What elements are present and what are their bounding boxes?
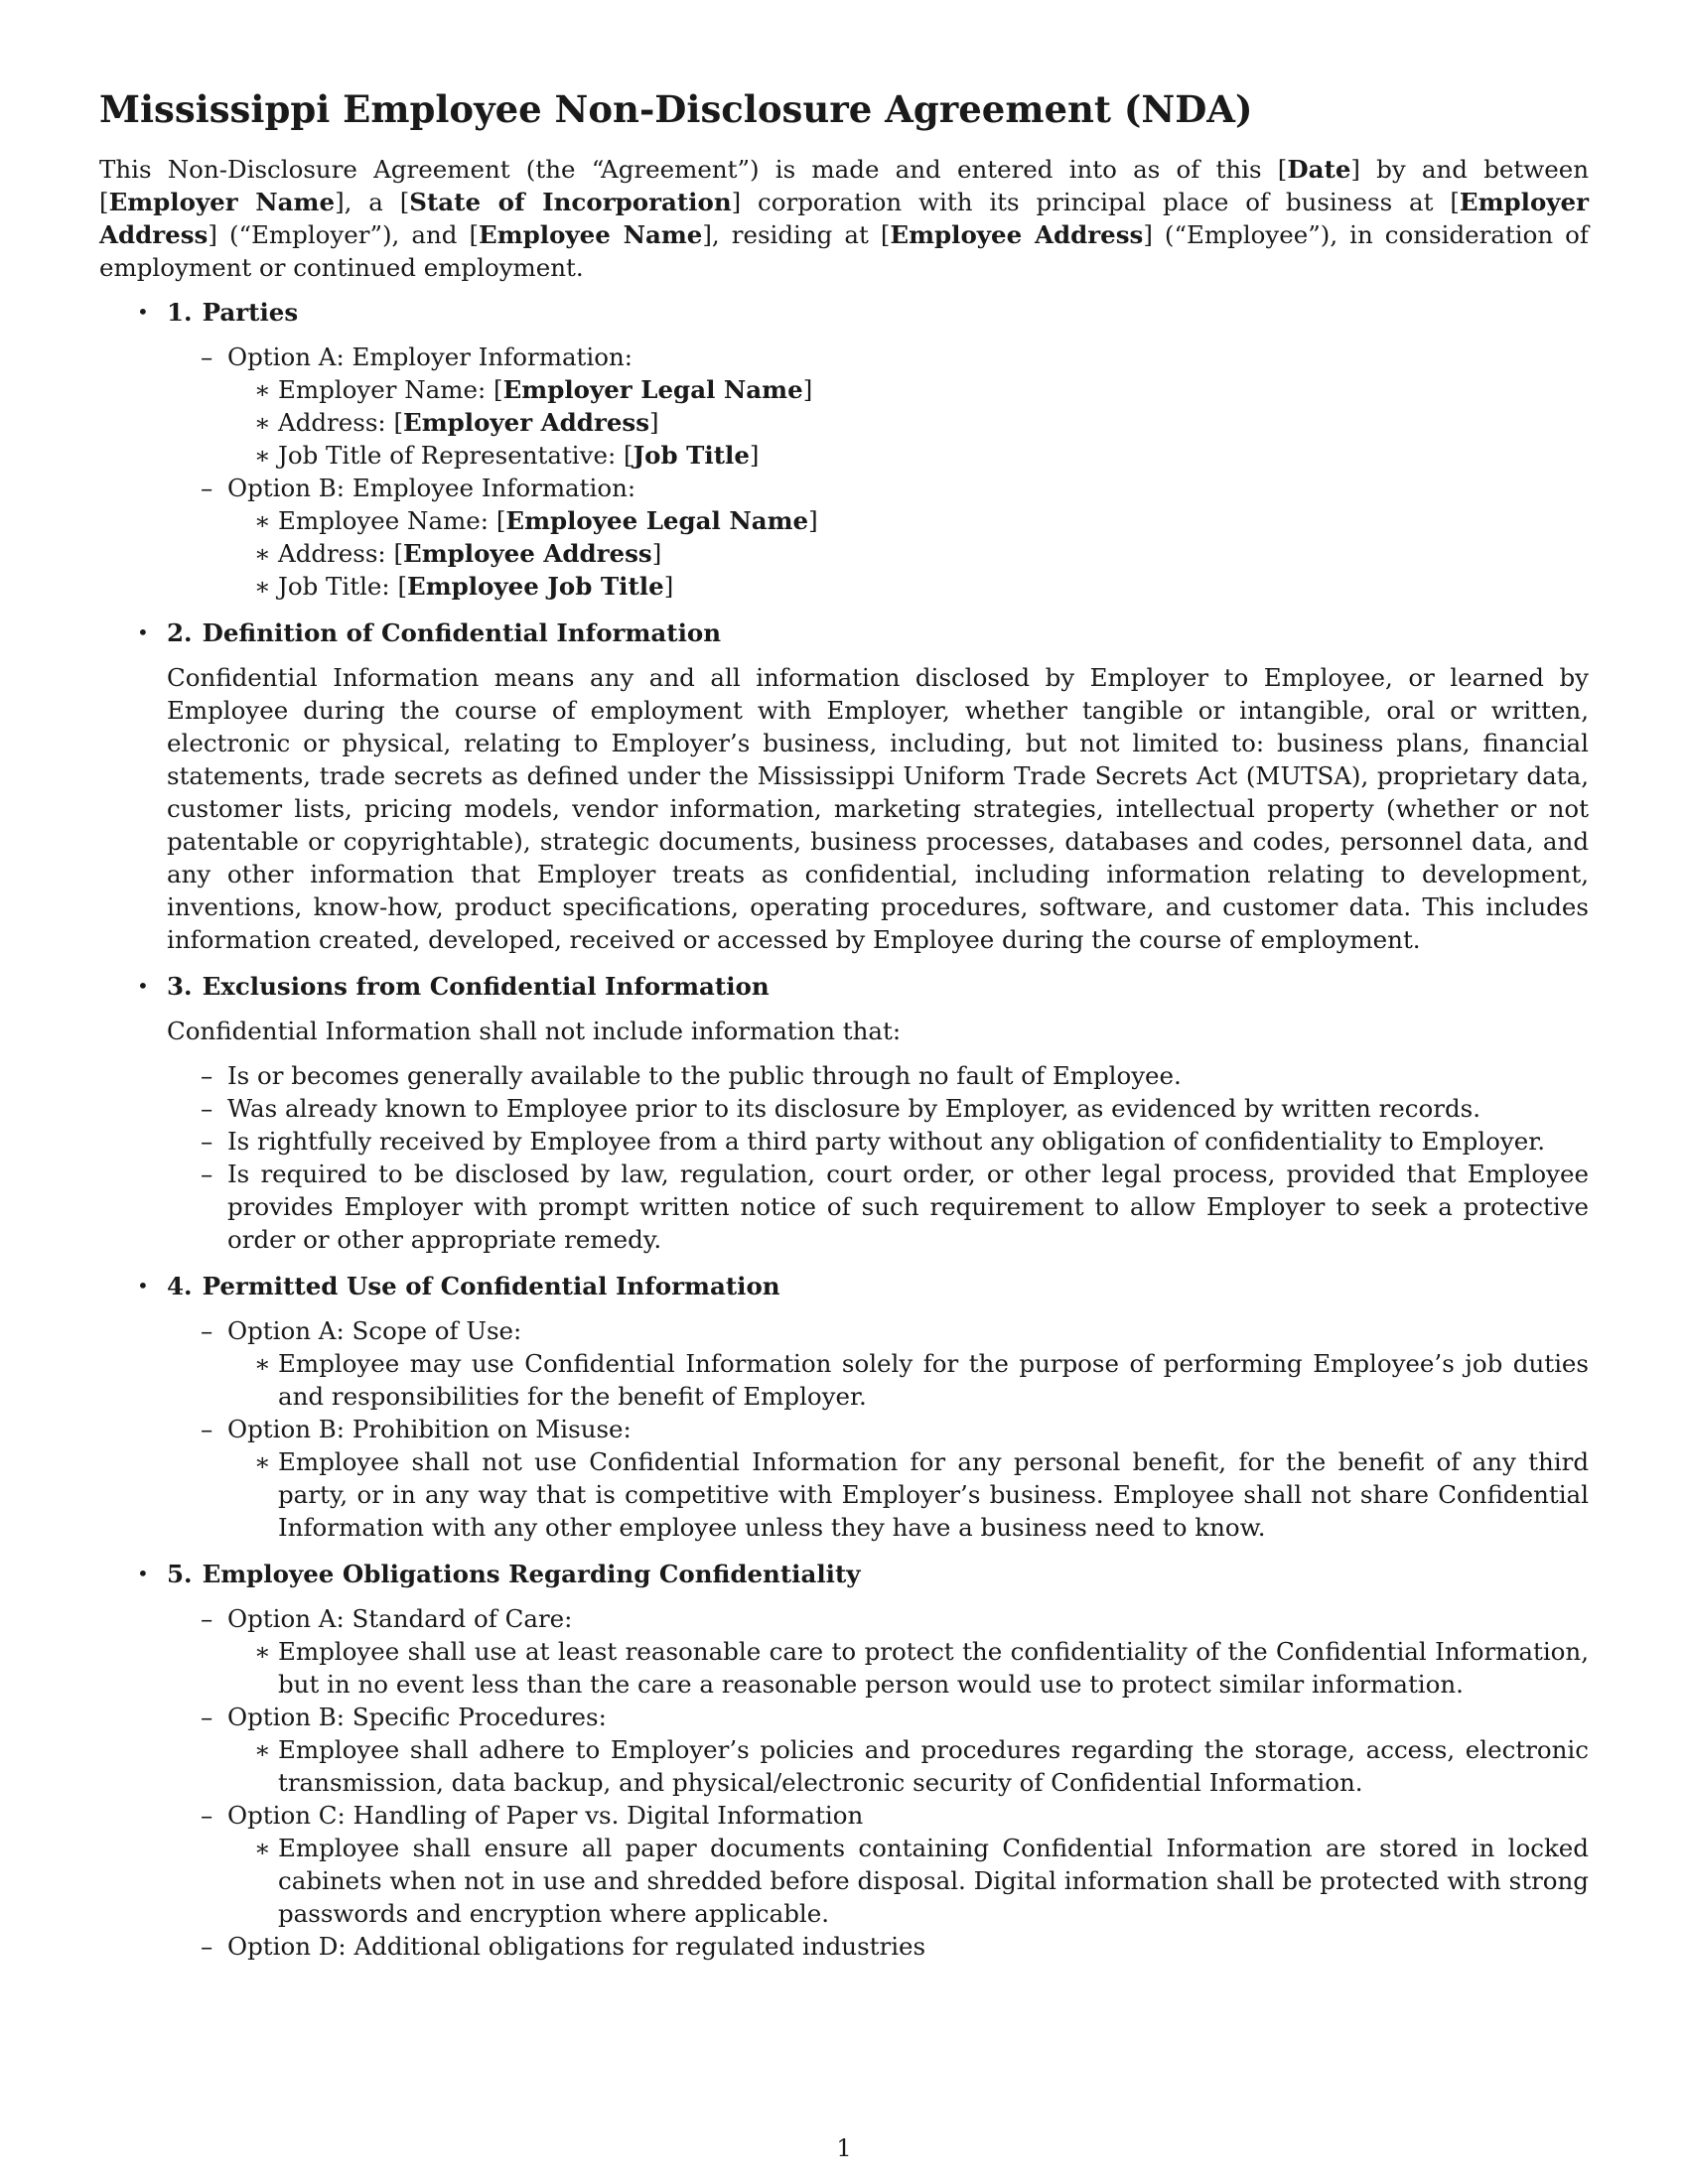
asterisk-icon: ∗ <box>254 375 271 404</box>
dash-icon: – <box>201 1604 213 1633</box>
intro-text: ] corporation with its principal place of business at [ <box>731 188 1460 216</box>
placeholder-employer-address: Employer Address <box>99 188 1590 249</box>
intro-text: ], a [ <box>335 188 410 216</box>
bullet-icon: • <box>137 1562 149 1585</box>
section-permitted-use <box>99 1270 1589 1544</box>
section-definition <box>99 616 1589 956</box>
dash-icon: – <box>201 1932 213 1961</box>
page-number: 1 <box>836 2134 852 2162</box>
section-title: 1. Parties <box>167 298 299 327</box>
list-item: ∗ Employee shall ensure all paper documents containing Confidential Information are stored in locked cabinets when not in use and shredded before disposal. Digital information shall be protected with strong passwords and encryption where applicable. <box>254 1834 1589 1928</box>
section-body: Confidential Information means any and all information disclosed by Employer to Employee, or learned by Employee during the course of employment with Employer, whether tangible or intangible, oral or written, electronic or physical, relating to Employer’s business, including, but not limited to: business plans, financial statements, trade secrets as defined under the Mississippi Uniform Trade Secrets Act (MUTSA), proprietary data, customer lists, pricing models, vendor information, marketing strategies, intellectual property (whether or not patentable or copyrightable), strategic documents, business processes, databases and codes, personnel data, and any other information that Employer treats as confidential, including information relating to development, inventions, know-how, product specifications, operating procedures, software, and customer data. This includes information created, developed, received or accessed by Employee during the course of employment. <box>167 663 1589 954</box>
dash-icon: – <box>201 1415 213 1443</box>
placeholder-date: Date <box>1287 155 1351 184</box>
option-b-misuse: – Option B: Prohibition on Misuse: ∗ Employee shall not use Confidential Information for any personal benefit, for the benefit of any third party, or in any way that is competitive with Employer’s business. Employee shall not share Confidential Information with any other employee unless they have a business need to know. <box>201 1415 1589 1542</box>
dash-icon: – <box>201 1801 213 1830</box>
list-item: ∗ Job Title of Representative: [Job Title] <box>254 441 760 470</box>
section-intro: Confidential Information shall not include information that: <box>167 1017 902 1045</box>
document-title: Mississippi Employee Non-Disclosure Agreement (NDA) <box>99 87 1253 131</box>
intro-text: ] (“Employee”), in consideration of employment or continued employment. <box>99 220 1589 282</box>
section-exclusions <box>99 970 1589 1256</box>
intro-text: This Non-Disclosure Agreement (the “Agreement”) is made and entered into as of this [ <box>99 155 1288 184</box>
dash-icon: – <box>201 1160 213 1188</box>
bullet-icon: • <box>137 300 149 324</box>
asterisk-icon: ∗ <box>254 441 271 470</box>
list-item: ∗ Employer Name: [Employer Legal Name] <box>254 375 813 404</box>
option-a-scope: – Option A: Scope of Use: ∗ Employee may use Confidential Information solely for the purpose of performing Employee’s job duties and responsibilities for the benefit of Employer. <box>201 1316 1589 1411</box>
document-page <box>99 87 1589 1977</box>
list-item: ∗ Employee shall use at least reasonable care to protect the confidentiality of the Confidential Information, but in no event less than the care a reasonable person would use to protect similar information. <box>254 1637 1589 1699</box>
dash-icon: – <box>201 1703 213 1731</box>
asterisk-icon: ∗ <box>254 1447 271 1476</box>
intro-text: ] (“Employer”), and [ <box>208 220 480 249</box>
option-c-handling: – Option C: Handling of Paper vs. Digital Information ∗ Employee shall ensure all paper documents containing Confidential Information are stored in locked cabinets when not in use and shredded before disposal. Digital information shall be protected with strong passwords and encryption where applicable. <box>201 1801 1589 1928</box>
placeholder-employer-name: Employer Name <box>108 188 336 216</box>
option-a-employer: – Option A: Employer Information: ∗ Employer Name: [Employer Legal Name] ∗ Address: [Employer Address] ∗ Job Title of Representative: [Job Title] <box>167 341 1589 472</box>
section-title: 4. Permitted Use of Confidential Information <box>167 1272 780 1300</box>
list-item: ∗ Address: [Employee Address] <box>254 539 662 568</box>
list-item: ∗ Employee may use Confidential Information solely for the purpose of performing Employee’s job duties and responsibilities for the benefit of Employer. <box>254 1349 1589 1411</box>
list-item: ∗ Job Title: [Employee Job Title] <box>254 572 674 601</box>
asterisk-icon: ∗ <box>254 572 271 601</box>
dash-icon: – <box>201 1127 213 1156</box>
option-b-procedures: – Option B: Specific Procedures: ∗ Employee shall adhere to Employer’s policies and procedures regarding the storage, access, electronic transmission, data backup, and physical/electronic security of Confidential Information. <box>201 1703 1589 1797</box>
section-title: 5. Employee Obligations Regarding Confidentiality <box>167 1560 861 1588</box>
list-item: – Is required to be disclosed by law, regulation, court order, or other legal process, provided that Employee provides Employer with prompt written notice of such requirement to allow Employer to seek a protective order or other appropriate remedy. <box>201 1160 1589 1254</box>
list-item: – Is rightfully received by Employee from a third party without any obligation of confidentiality to Employer. <box>201 1127 1546 1156</box>
dash-icon: – <box>201 1316 213 1345</box>
list-item: ∗ Employee shall not use Confidential Information for any personal benefit, for the benefit of any third party, or in any way that is competitive with Employer’s business. Employee shall not share Confidential Information with any other employee unless they have a business need to know. <box>254 1447 1589 1542</box>
asterisk-icon: ∗ <box>254 1735 271 1764</box>
list-item: – Was already known to Employee prior to its disclosure by Employer, as evidenced by written records. <box>201 1094 1481 1123</box>
placeholder-employee-name: Employee Name <box>479 220 703 249</box>
asterisk-icon: ∗ <box>254 506 271 535</box>
asterisk-icon: ∗ <box>254 1834 271 1862</box>
section-title: 2. Definition of Confidential Information <box>167 618 722 647</box>
option-a-care: – Option A: Standard of Care: ∗ Employee shall use at least reasonable care to protect the confidentiality of the Confidential Information, but in no event less than the care a reasonable person would use to protect similar information. <box>201 1604 1589 1699</box>
asterisk-icon: ∗ <box>254 408 271 437</box>
list-item: ∗ Address: [Employer Address] <box>254 408 659 437</box>
option-d-regulated: – Option D: Additional obligations for regulated industries <box>201 1932 926 1961</box>
bullet-icon: • <box>137 620 149 644</box>
section-title: 3. Exclusions from Confidential Information <box>167 972 770 1001</box>
section-obligations <box>99 1558 1589 1963</box>
list-item: ∗ Employee Name: [Employee Legal Name] <box>254 506 818 535</box>
dash-icon: – <box>201 474 213 502</box>
dash-icon: – <box>201 1094 213 1123</box>
asterisk-icon: ∗ <box>254 1349 271 1378</box>
dash-icon: – <box>201 1061 213 1090</box>
option-b-employee: – Option B: Employee Information: ∗ Employee Name: [Employee Legal Name] ∗ Address: [Employee Address] ∗ Job Title: [Employee Job Title] <box>167 472 1589 603</box>
intro-text: ], residing at [ <box>702 220 891 249</box>
dash-icon: – <box>201 342 213 371</box>
list-item: ∗ Employee shall adhere to Employer’s policies and procedures regarding the storage, access, electronic transmission, data backup, and physical/electronic security of Confidential Information. <box>254 1735 1589 1797</box>
bullet-icon: • <box>137 1274 149 1297</box>
list-item: – Is or becomes generally available to the public through no fault of Employee. <box>201 1061 1182 1090</box>
asterisk-icon: ∗ <box>254 1637 271 1666</box>
asterisk-icon: ∗ <box>254 539 271 568</box>
intro-text: ] by and between [ <box>99 155 1589 216</box>
placeholder-employee-address: Employee Address <box>890 220 1144 249</box>
intro-paragraph <box>99 153 1589 284</box>
placeholder-state: State of Incorporation <box>409 188 732 216</box>
section-parties <box>99 296 1589 603</box>
bullet-icon: • <box>137 974 149 998</box>
